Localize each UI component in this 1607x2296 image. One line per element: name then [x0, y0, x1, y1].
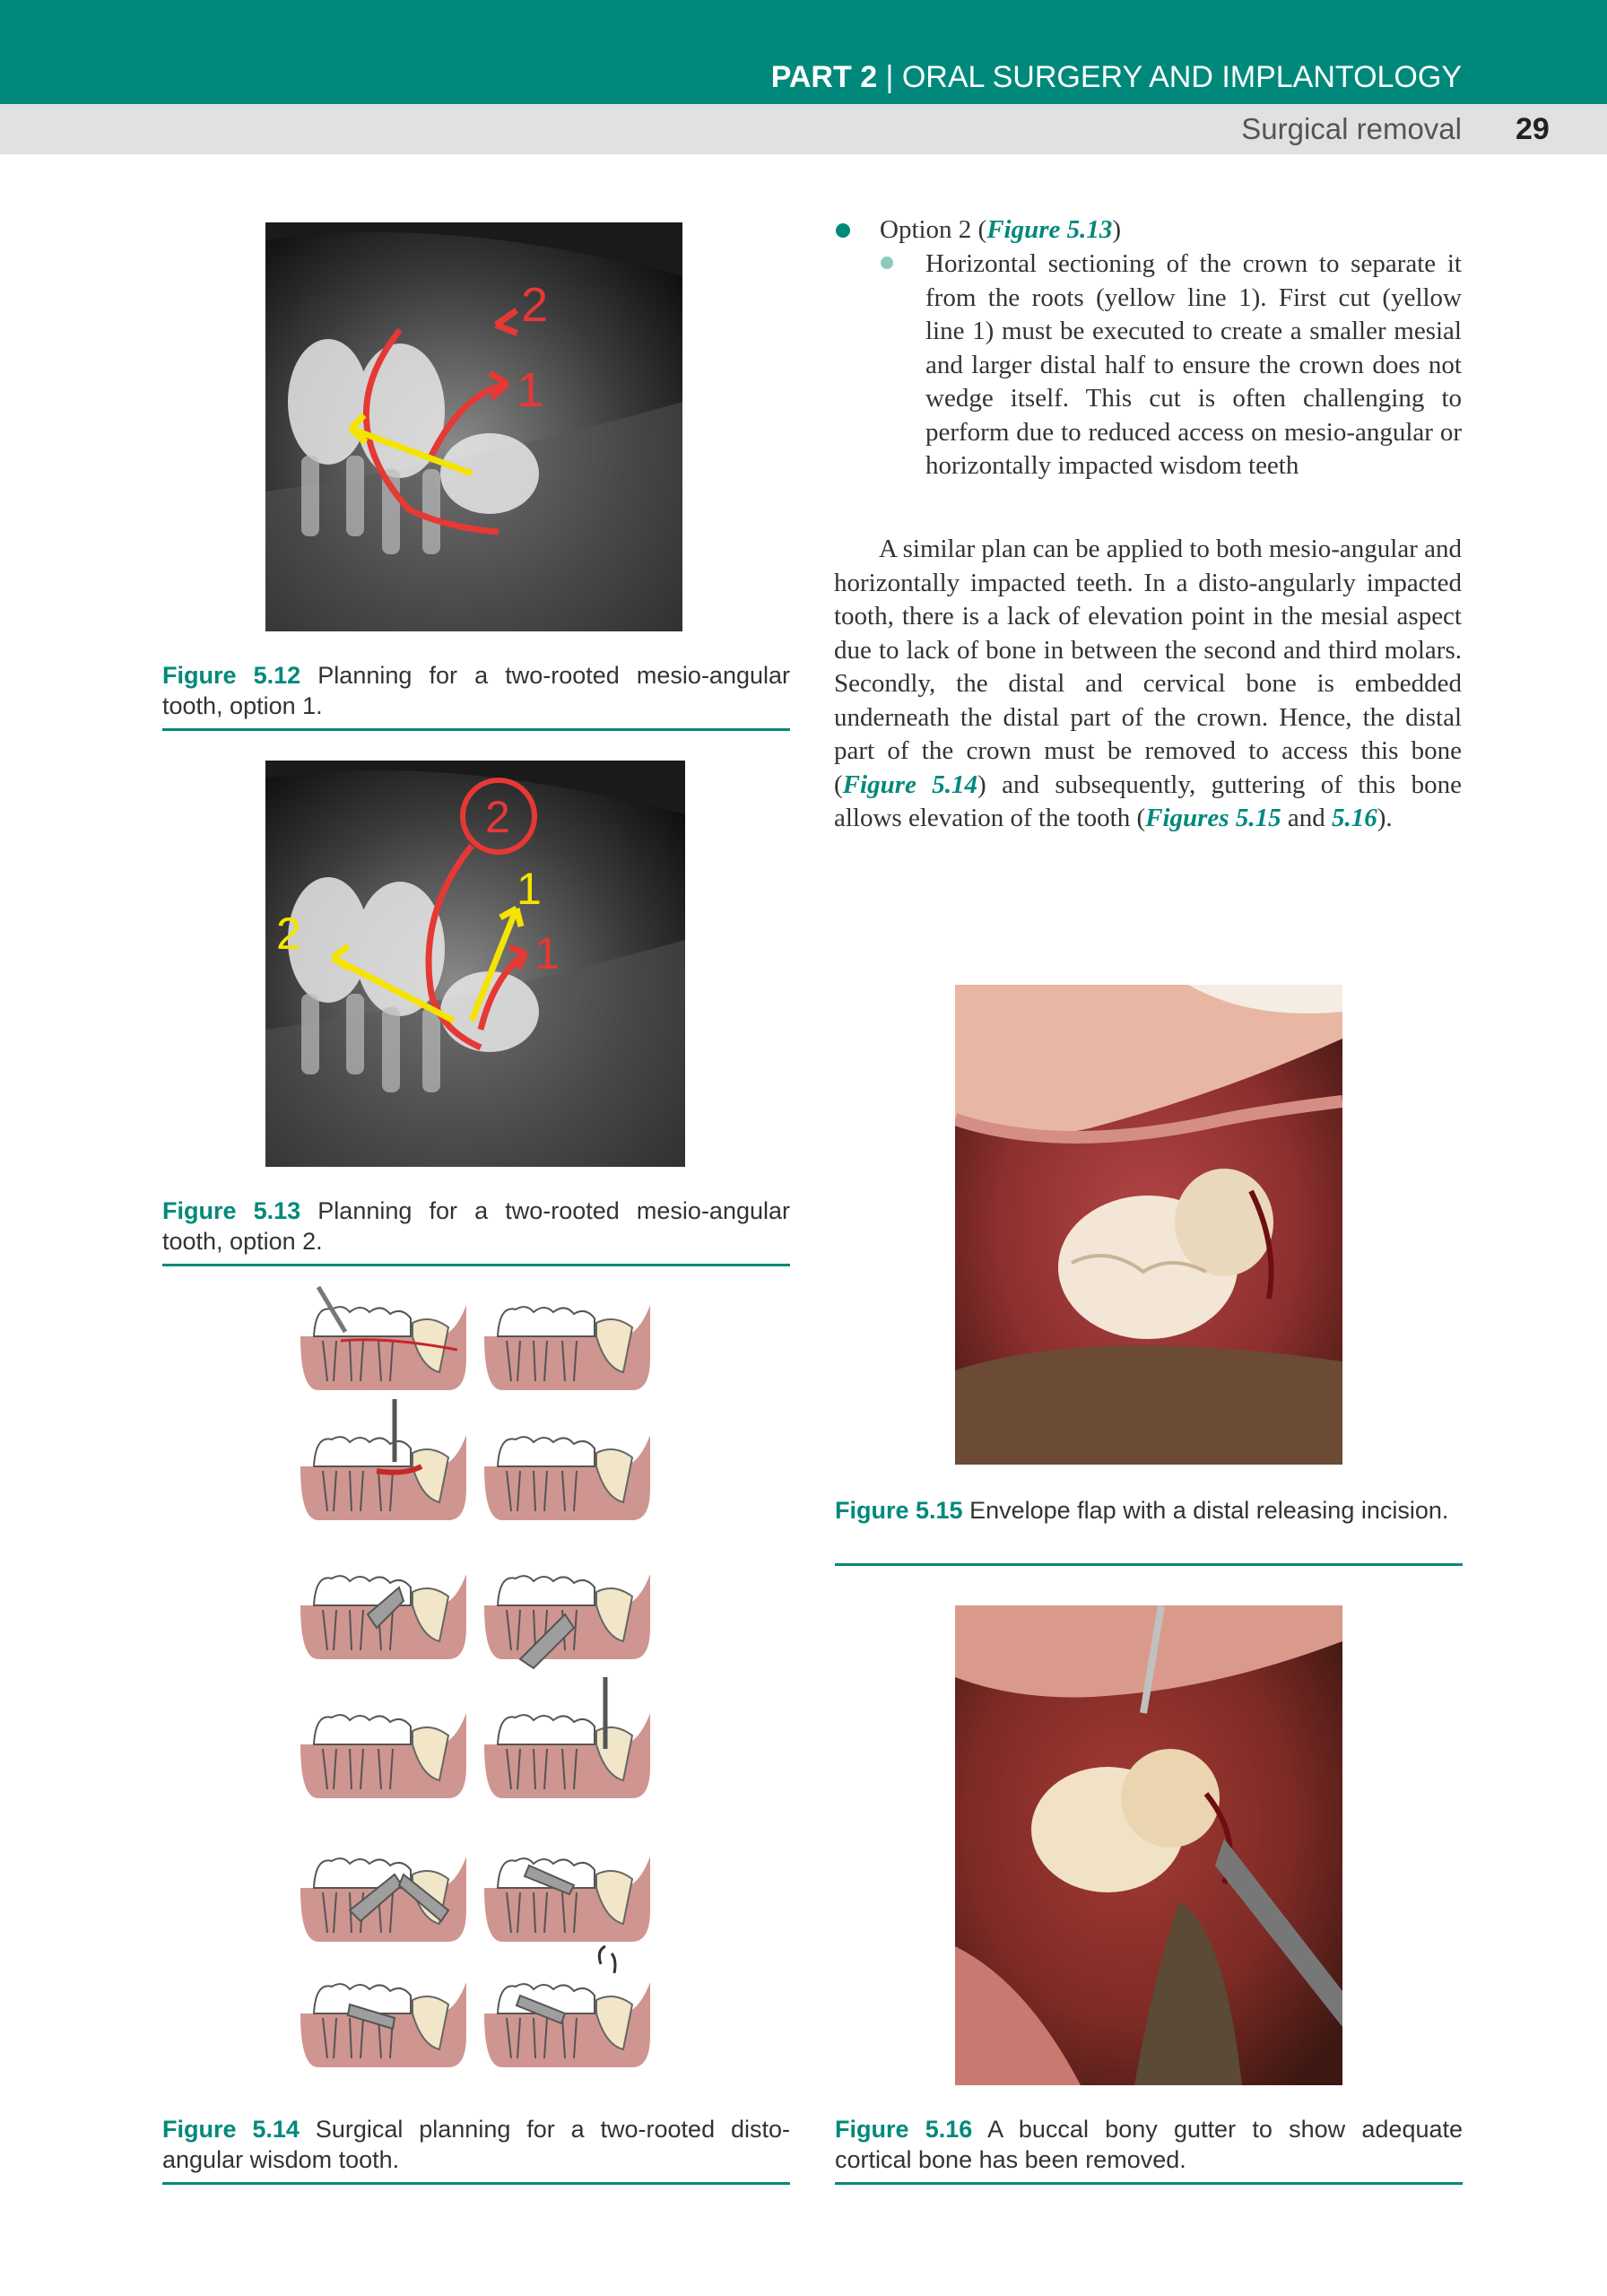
caption-text: Surgical planning for a two-rooted disto-angular wisdom tooth. — [162, 2116, 790, 2173]
caption-text: Planning for a two-rooted mesio-angular tooth, option 2. — [162, 1197, 790, 1255]
step-2 — [484, 1305, 650, 1390]
caption-text: Envelope flap with a distal releasing incision. — [969, 1497, 1449, 1524]
step-6 — [484, 1574, 650, 1668]
step-11 — [300, 1982, 466, 2067]
step-10 — [484, 1857, 650, 1942]
step-4 — [484, 1435, 650, 1520]
caption-5-15 — [835, 1495, 1463, 1526]
paragraph-part: ) and subsequently, guttering of this bone allows elevation of the tooth ( — [834, 770, 1463, 832]
option-2-item — [880, 213, 1463, 248]
caption-text: Planning for a two-rooted mesio-angular tooth, option 1. — [162, 662, 790, 719]
step-8 — [484, 1677, 650, 1798]
paragraph-part: ). — [1377, 804, 1393, 832]
annotation-2: 2 — [485, 792, 510, 842]
step-9 — [300, 1857, 466, 1942]
bullet-marker — [836, 223, 850, 238]
part-label: PART 2 — [770, 60, 878, 94]
caption-5-14 — [162, 2114, 790, 2175]
ref-figures-5-15[interactable]: Figures 5.15 — [1145, 804, 1281, 832]
step-1 — [300, 1287, 466, 1390]
figure-label: Figure 5.13 — [162, 1197, 301, 1224]
caption-5-16 — [835, 2114, 1463, 2175]
paragraph-part: A similar plan can be applied to both mesio-angular and horizontally impacted teeth. In a disto-angularly impacted tooth, there is a lack of elevation point in the mesial aspect due to lack of bone in between the second and third molars. Secondly, the distal and cervical bone is embedded underneath the distal part of the crown. Hence, the distal part of the crown must be removed to access this bone ( — [834, 535, 1462, 799]
figure-label: Figure 5.14 — [162, 2116, 300, 2143]
option-2-close: ) — [1112, 215, 1122, 244]
body-paragraph — [834, 533, 1462, 836]
figure-label: Figure 5.12 — [162, 662, 301, 689]
step-12 — [484, 1946, 650, 2067]
ref-figure-5-16[interactable]: 5.16 — [1331, 804, 1377, 832]
annotation-1: 1 — [517, 864, 542, 914]
annotation-2: 2 — [521, 278, 549, 332]
step-7 — [300, 1713, 466, 1798]
ref-figure-5-13[interactable]: Figure 5.13 — [986, 215, 1113, 244]
photo-svg — [955, 1605, 1342, 2085]
diagram-svg — [296, 1283, 655, 2081]
running-head: PART 2 | ORAL SURGERY AND IMPLANTOLOGY — [770, 60, 1462, 94]
caption-text: A buccal bony gutter to show adequate cortical bone has been removed. — [835, 2116, 1464, 2173]
page-number: 29 — [1516, 112, 1550, 146]
caption-rule — [835, 1563, 1463, 1566]
paragraph-part: and — [1281, 804, 1332, 832]
caption-5-13 — [162, 1196, 790, 1257]
step-3 — [300, 1399, 466, 1520]
annotation-1: 1 — [534, 928, 560, 978]
step-5 — [300, 1574, 466, 1659]
annotation-2: 2 — [276, 909, 301, 959]
radiograph-svg — [265, 761, 685, 1167]
figure-5-15-photo — [955, 985, 1342, 1465]
caption-rule — [162, 1264, 790, 1266]
sub-bullet-text: Horizontal sectioning of the crown to separate it from the roots (yellow line 1). First cut (yellow line 1) must be executed to create a smaller mesial and larger distal half to ensure the crown does not wedge itself. This cut is often challenging to perform due to reduced access on mesio-angular or horizontally impacted wisdom teeth — [925, 249, 1462, 480]
caption-5-12 — [162, 660, 790, 721]
part-title: ORAL SURGERY AND IMPLANTOLOGY — [901, 60, 1462, 94]
sub-bullet-marker — [881, 257, 893, 269]
figure-5-12-radiograph — [265, 222, 682, 631]
ref-figure-5-14[interactable]: Figure 5.14 — [842, 770, 978, 799]
radiograph-svg — [265, 222, 682, 631]
figure-label: Figure 5.15 — [835, 1497, 963, 1524]
annotation-1: 1 — [517, 363, 544, 417]
figure-5-16-photo — [955, 1605, 1342, 2085]
option-2-lead: Option 2 ( — [880, 215, 987, 244]
figure-5-13-radiograph — [265, 761, 685, 1167]
caption-rule — [162, 2182, 790, 2185]
caption-rule — [835, 2182, 1463, 2185]
figure-label: Figure 5.16 — [835, 2116, 973, 2143]
section-name: Surgical removal — [1241, 112, 1462, 145]
caption-rule — [162, 728, 790, 731]
photo-svg — [955, 985, 1342, 1465]
figure-5-14-diagram — [296, 1283, 655, 2081]
